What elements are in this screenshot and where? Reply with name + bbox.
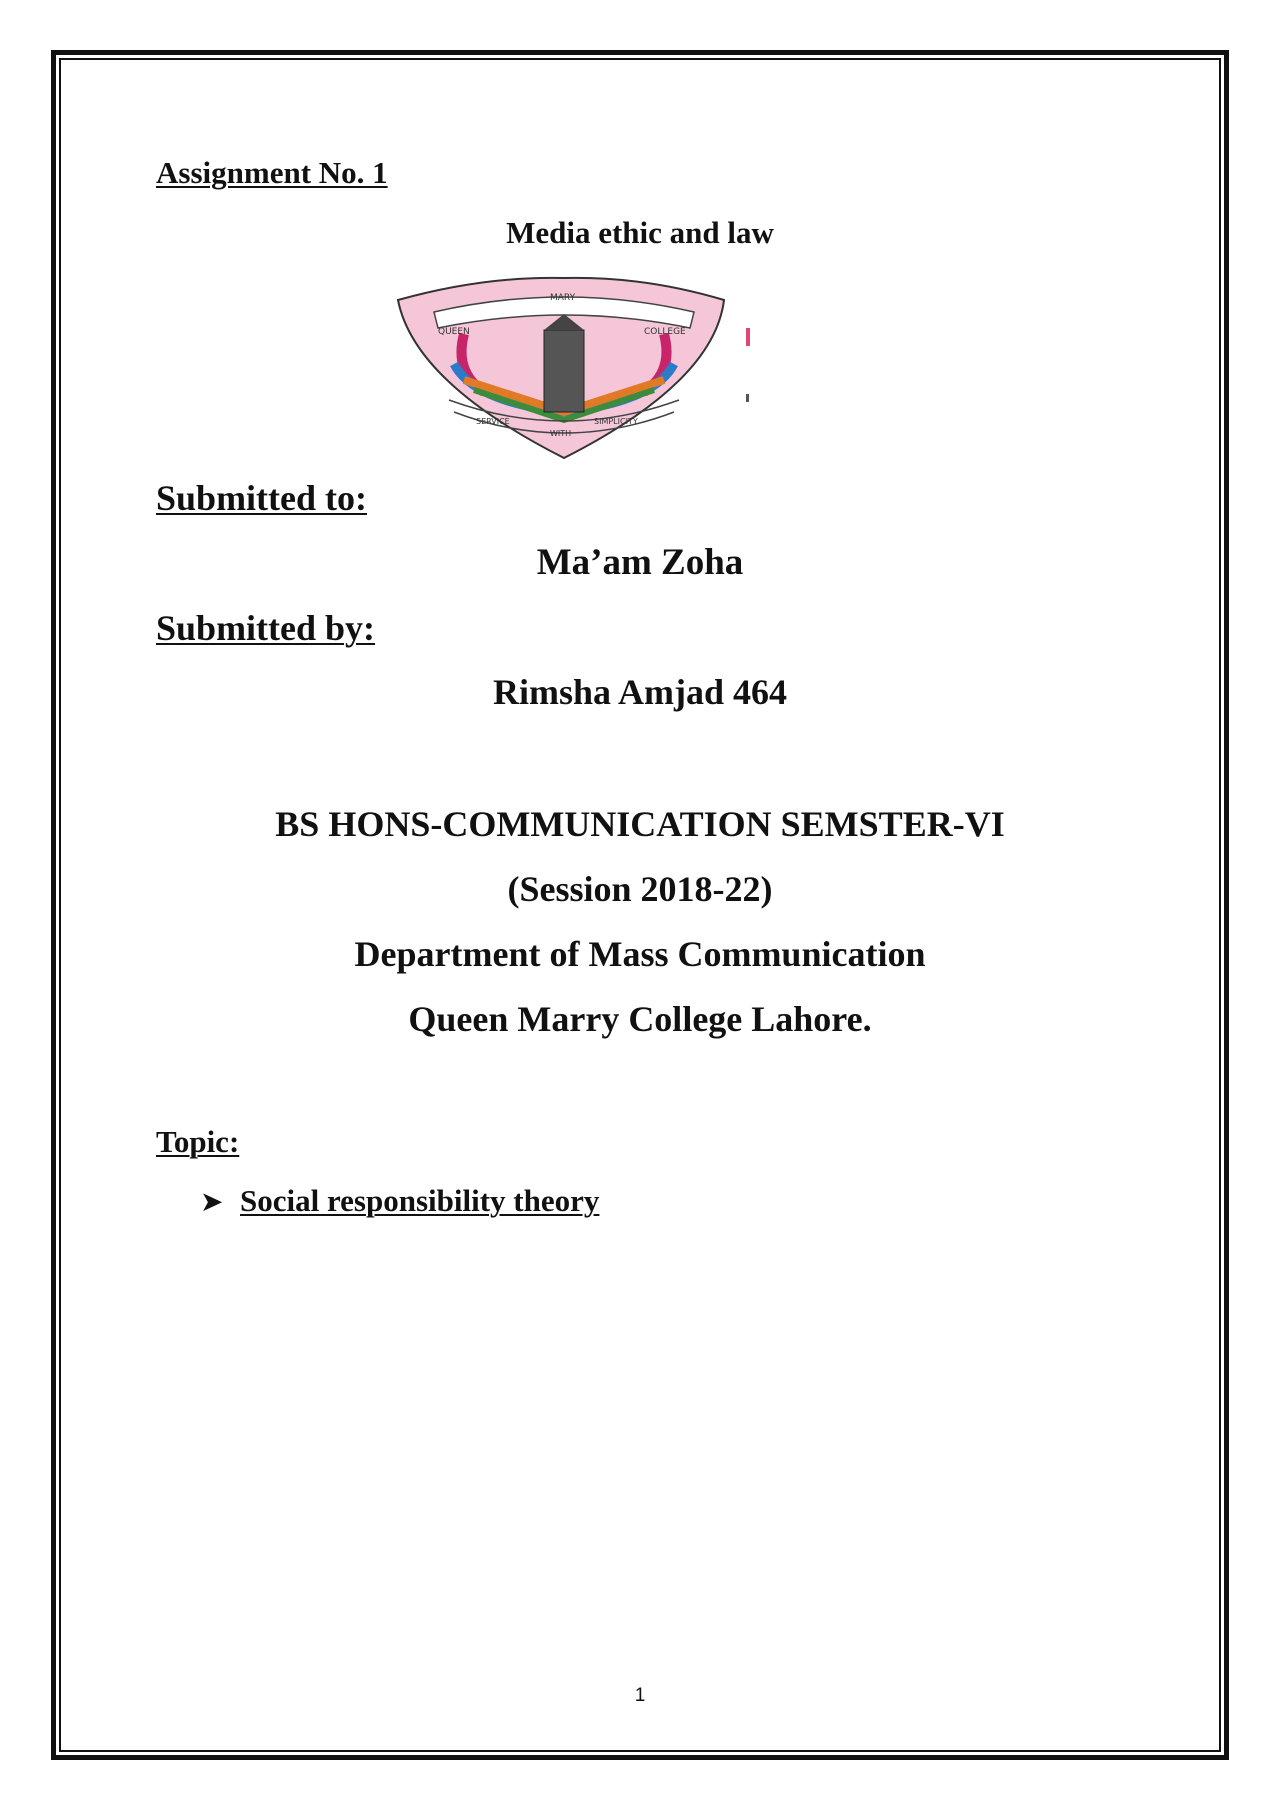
college-name: Queen Marry College Lahore. xyxy=(408,999,872,1039)
session-years: (Session 2018-22) xyxy=(507,869,773,909)
teacher-name: Ma’am Zoha xyxy=(536,542,744,583)
crest-motto-1: SERVICE xyxy=(476,417,510,426)
program-title: BS HONS-COMMUNICATION SEMSTER-VI xyxy=(275,804,1005,844)
student-name: Rimsha Amjad 464 xyxy=(492,672,788,712)
topic-label: Topic: xyxy=(156,1124,240,1159)
college-crest-logo xyxy=(394,272,758,462)
arrow-bullet-icon: ➤ xyxy=(200,1185,224,1218)
crest-banner-top: MARY xyxy=(550,293,576,303)
topic-text: Social responsibility theory xyxy=(240,1183,600,1218)
page-number: 1 xyxy=(634,1685,646,1706)
crest-banner-right: COLLEGE xyxy=(644,327,686,337)
crest-motto-2: WITH xyxy=(550,429,572,438)
department-name: Department of Mass Communication xyxy=(354,934,926,974)
course-title: Media ethic and law xyxy=(506,215,774,250)
submitted-to-label: Submitted to: xyxy=(156,478,368,518)
submitted-by-label: Submitted by: xyxy=(156,608,376,648)
assignment-number: Assignment No. 1 xyxy=(156,155,388,190)
topic-item xyxy=(200,1183,599,1219)
crest-motto-3: SIMPLICITY xyxy=(594,417,638,426)
crest-banner-left: QUEEN xyxy=(438,327,470,337)
